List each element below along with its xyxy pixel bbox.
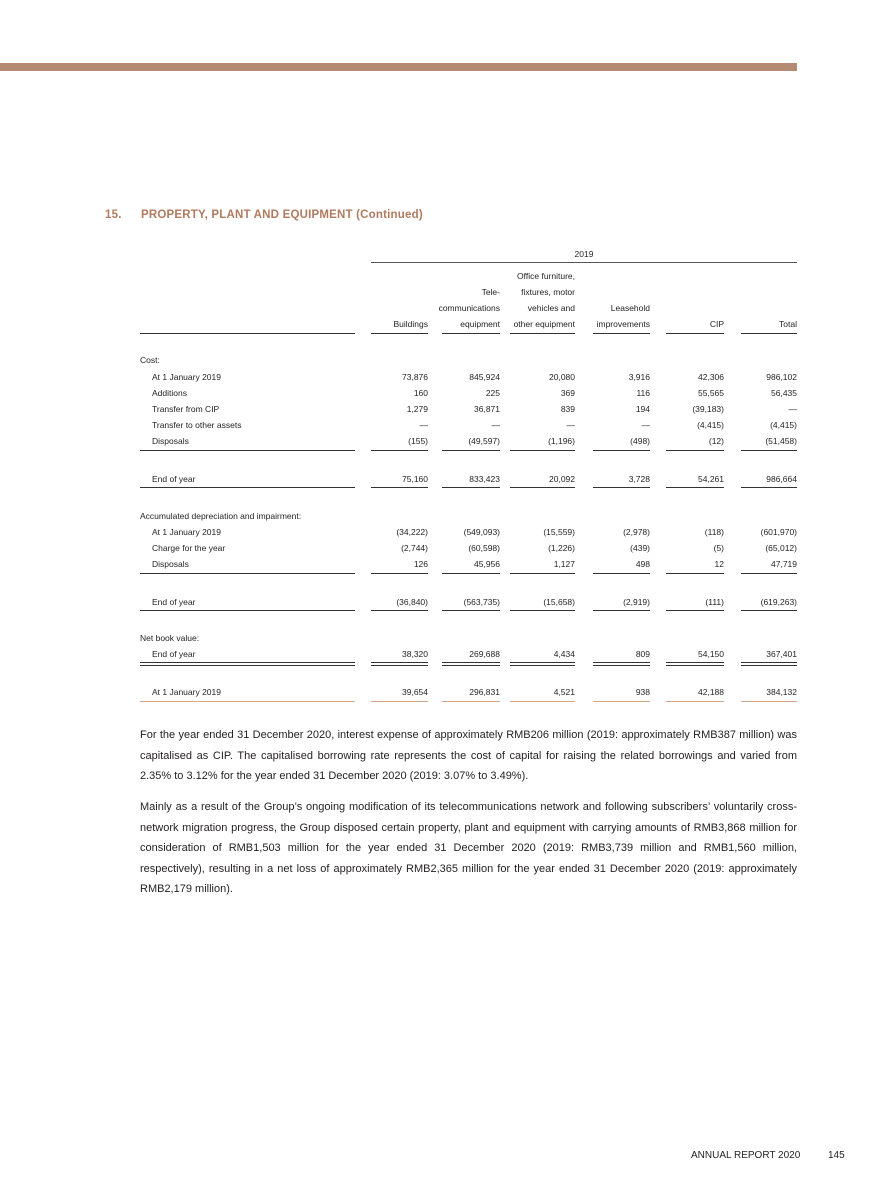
column-header-line: vehicles and bbox=[527, 303, 575, 313]
row-rule bbox=[741, 573, 797, 574]
row-label: At 1 January 2019 bbox=[152, 527, 221, 537]
column-header-line: equipment bbox=[460, 319, 500, 329]
header-underline bbox=[741, 333, 797, 334]
double-rule bbox=[140, 662, 355, 666]
row-rule bbox=[442, 573, 500, 574]
row-rule bbox=[593, 573, 650, 574]
row-rule bbox=[593, 487, 650, 488]
double-rule bbox=[666, 662, 724, 666]
header-underline bbox=[510, 333, 575, 334]
row-label: Charge for the year bbox=[152, 543, 226, 553]
double-rule bbox=[371, 662, 428, 666]
table-cell: (1,196) bbox=[548, 436, 575, 446]
table-cell: 839 bbox=[560, 404, 575, 414]
table-cell: 938 bbox=[635, 687, 650, 697]
table-cell: 986,664 bbox=[766, 474, 797, 484]
table-row bbox=[140, 386, 800, 400]
table-row bbox=[140, 402, 800, 416]
row-label: Additions bbox=[152, 388, 187, 398]
row-rule bbox=[371, 610, 428, 611]
header-underline bbox=[666, 333, 724, 334]
table-cell: 986,102 bbox=[766, 372, 797, 382]
table-cell: (36,840) bbox=[396, 597, 428, 607]
table-cell: 296,831 bbox=[469, 687, 500, 697]
table-cell: (2,744) bbox=[401, 543, 428, 553]
table-cell: 20,092 bbox=[549, 474, 575, 484]
table-cell: 20,080 bbox=[549, 372, 575, 382]
column-header-line: CIP bbox=[709, 319, 724, 329]
table-cell: — bbox=[566, 420, 575, 430]
table-cell: — bbox=[491, 420, 500, 430]
double-rule bbox=[442, 662, 500, 666]
table-cell: 194 bbox=[635, 404, 650, 414]
section-title: PROPERTY, PLANT AND EQUIPMENT (Continued) bbox=[141, 209, 423, 221]
column-header-line: other equipment bbox=[513, 319, 575, 329]
table-row bbox=[140, 647, 800, 661]
table-cell: (4,415) bbox=[770, 420, 797, 430]
table-cell: (4,415) bbox=[697, 420, 724, 430]
table-cell: 369 bbox=[560, 388, 575, 398]
table-cell: 225 bbox=[485, 388, 500, 398]
bottom-accent-rule bbox=[371, 701, 428, 702]
table-row bbox=[140, 525, 800, 539]
bottom-accent-rule bbox=[510, 701, 575, 702]
table-cell: (439) bbox=[630, 543, 650, 553]
column-header-line: communications bbox=[438, 303, 500, 313]
table-cell: 47,719 bbox=[771, 559, 797, 569]
row-label: Transfer from CIP bbox=[152, 404, 220, 414]
table-cell: 54,261 bbox=[698, 474, 724, 484]
column-header-line: Office furniture, bbox=[517, 271, 575, 281]
table-cell: 39,654 bbox=[402, 687, 428, 697]
table-cell: 833,423 bbox=[469, 474, 500, 484]
table-cell: (5) bbox=[713, 543, 724, 553]
paragraph-borrowing-costs: For the year ended 31 December 2020, interest expense of approximately RMB206 million (2019: approximately RMB387 million) was capitalised as CIP. The capitalised borrowing rate represents the cost of capital for raising the related borrowings and varied from 2.35% to 3.12% for the year ended 31 December 2020 (2019: 3.07% to 3.49%). bbox=[140, 729, 797, 782]
row-label: End of year bbox=[152, 649, 196, 659]
column-header-line: fixtures, motor bbox=[521, 287, 575, 297]
row-label: End of year bbox=[152, 597, 196, 607]
row-label: Disposals bbox=[152, 559, 189, 569]
table-year-header: 2019 bbox=[574, 249, 594, 259]
table-row bbox=[140, 353, 800, 367]
table-cell: (155) bbox=[408, 436, 428, 446]
bottom-accent-rule bbox=[741, 701, 797, 702]
table-row bbox=[140, 509, 800, 523]
row-rule bbox=[666, 610, 724, 611]
table-cell: 45,956 bbox=[474, 559, 500, 569]
table-cell: 126 bbox=[413, 559, 428, 569]
section-heading bbox=[105, 209, 423, 221]
table-cell: 384,132 bbox=[766, 687, 797, 697]
row-rule bbox=[442, 610, 500, 611]
header-underline bbox=[442, 333, 500, 334]
row-rule bbox=[140, 610, 355, 611]
table-cell: (111) bbox=[705, 597, 724, 607]
row-rule bbox=[140, 450, 355, 451]
row-rule bbox=[593, 450, 650, 451]
row-rule bbox=[371, 573, 428, 574]
table-cell: (118) bbox=[704, 527, 724, 537]
top-decorative-bar bbox=[0, 63, 797, 71]
table-row bbox=[140, 418, 800, 432]
row-rule bbox=[140, 573, 355, 574]
table-cell: (2,919) bbox=[623, 597, 650, 607]
footer-report-name: ANNUAL REPORT 2020 bbox=[691, 1150, 801, 1161]
row-rule bbox=[510, 573, 575, 574]
row-label: End of year bbox=[152, 474, 196, 484]
table-cell: (563,735) bbox=[463, 597, 500, 607]
table-cell: 3,916 bbox=[628, 372, 650, 382]
table-cell: 367,401 bbox=[766, 649, 797, 659]
column-header-line: Tele- bbox=[481, 287, 500, 297]
row-label: At 1 January 2019 bbox=[152, 687, 221, 697]
table-row bbox=[140, 595, 800, 609]
table-cell: (65,012) bbox=[765, 543, 797, 553]
table-row bbox=[140, 685, 800, 699]
table-cell: (49,597) bbox=[468, 436, 500, 446]
row-label: Disposals bbox=[152, 436, 189, 446]
bottom-accent-rule bbox=[442, 701, 500, 702]
table-cell: — bbox=[641, 420, 650, 430]
row-rule bbox=[510, 450, 575, 451]
row-label: Cost: bbox=[140, 355, 160, 365]
footer-page-number: 145 bbox=[828, 1150, 845, 1161]
table-cell: (12) bbox=[708, 436, 724, 446]
table-cell: (34,222) bbox=[396, 527, 428, 537]
row-rule bbox=[741, 610, 797, 611]
row-rule bbox=[371, 487, 428, 488]
header-underline bbox=[140, 333, 355, 334]
table-cell: — bbox=[788, 404, 797, 414]
table-cell: 4,434 bbox=[553, 649, 575, 659]
table-row bbox=[140, 370, 800, 384]
double-rule bbox=[510, 662, 575, 666]
row-rule bbox=[140, 487, 355, 488]
table-cell: (549,093) bbox=[463, 527, 500, 537]
table-cell: (2,978) bbox=[623, 527, 650, 537]
table-cell: 12 bbox=[714, 559, 724, 569]
table-cell: (15,559) bbox=[543, 527, 575, 537]
row-rule bbox=[593, 610, 650, 611]
column-header-line: Leasehold bbox=[610, 303, 650, 313]
table-cell: 73,876 bbox=[402, 372, 428, 382]
table-cell: 56,435 bbox=[771, 388, 797, 398]
row-label: At 1 January 2019 bbox=[152, 372, 221, 382]
table-cell: 3,728 bbox=[628, 474, 650, 484]
row-label: Net book value: bbox=[140, 633, 200, 643]
table-row bbox=[140, 434, 800, 448]
table-cell: 54,150 bbox=[698, 649, 724, 659]
table-cell: 160 bbox=[413, 388, 428, 398]
table-row bbox=[140, 557, 800, 571]
bottom-accent-rule bbox=[666, 701, 724, 702]
bottom-accent-rule bbox=[140, 701, 355, 702]
row-rule bbox=[371, 450, 428, 451]
row-rule bbox=[666, 573, 724, 574]
table-cell: 4,521 bbox=[553, 687, 575, 697]
bottom-accent-rule bbox=[593, 701, 650, 702]
double-rule bbox=[741, 662, 797, 666]
header-underline bbox=[371, 333, 428, 334]
section-number: 15. bbox=[105, 209, 122, 221]
table-cell: (51,458) bbox=[765, 436, 797, 446]
table-row bbox=[140, 541, 800, 555]
table-cell: 55,565 bbox=[698, 388, 724, 398]
row-label: Transfer to other assets bbox=[152, 420, 242, 430]
table-cell: — bbox=[419, 420, 428, 430]
year-underline bbox=[371, 262, 797, 263]
column-header-line: Buildings bbox=[393, 319, 428, 329]
row-label: Accumulated depreciation and impairment: bbox=[140, 511, 302, 521]
table-cell: 809 bbox=[635, 649, 650, 659]
table-cell: 1,127 bbox=[553, 559, 575, 569]
table-cell: 75,160 bbox=[402, 474, 428, 484]
table-cell: 498 bbox=[635, 559, 650, 569]
table-cell: 42,188 bbox=[698, 687, 724, 697]
column-header-line: Total bbox=[779, 319, 797, 329]
row-rule bbox=[666, 450, 724, 451]
table-cell: 42,306 bbox=[698, 372, 724, 382]
table-cell: (601,970) bbox=[760, 527, 797, 537]
row-rule bbox=[442, 487, 500, 488]
row-rule bbox=[510, 610, 575, 611]
table-row bbox=[140, 472, 800, 486]
row-rule bbox=[442, 450, 500, 451]
row-rule bbox=[741, 450, 797, 451]
row-rule bbox=[741, 487, 797, 488]
table-cell: (60,598) bbox=[468, 543, 500, 553]
header-underline bbox=[593, 333, 650, 334]
row-rule bbox=[666, 487, 724, 488]
table-cell: (1,226) bbox=[548, 543, 575, 553]
table-cell: (498) bbox=[630, 436, 650, 446]
column-header-line: improvements bbox=[596, 319, 650, 329]
paragraph-disposals: Mainly as a result of the Group’s ongoing modification of its telecommunications network and following subscribers’ voluntarily cross-network migration progress, the Group disposed certain property, plant and equipment with carrying amounts of RMB3,868 million for consideration of RMB1,503 million for the year ended 31 December 2020 (2019: RMB3,739 million and RMB1,560 million, respectively), resulting in a net loss of approximately RMB2,365 million for the year ended 31 December 2020 (2019: approximately RMB2,179 million). bbox=[140, 801, 797, 895]
table-cell: 269,688 bbox=[469, 649, 500, 659]
table-cell: 36,871 bbox=[474, 404, 500, 414]
table-row bbox=[140, 631, 800, 645]
table-cell: 116 bbox=[636, 388, 650, 398]
table-cell: (619,263) bbox=[760, 597, 797, 607]
table-cell: 845,924 bbox=[469, 372, 500, 382]
table-cell: (39,183) bbox=[692, 404, 724, 414]
table-cell: 38,320 bbox=[402, 649, 428, 659]
table-cell: (15,658) bbox=[543, 597, 575, 607]
table-cell: 1,279 bbox=[406, 404, 428, 414]
row-rule bbox=[510, 487, 575, 488]
double-rule bbox=[593, 662, 650, 666]
